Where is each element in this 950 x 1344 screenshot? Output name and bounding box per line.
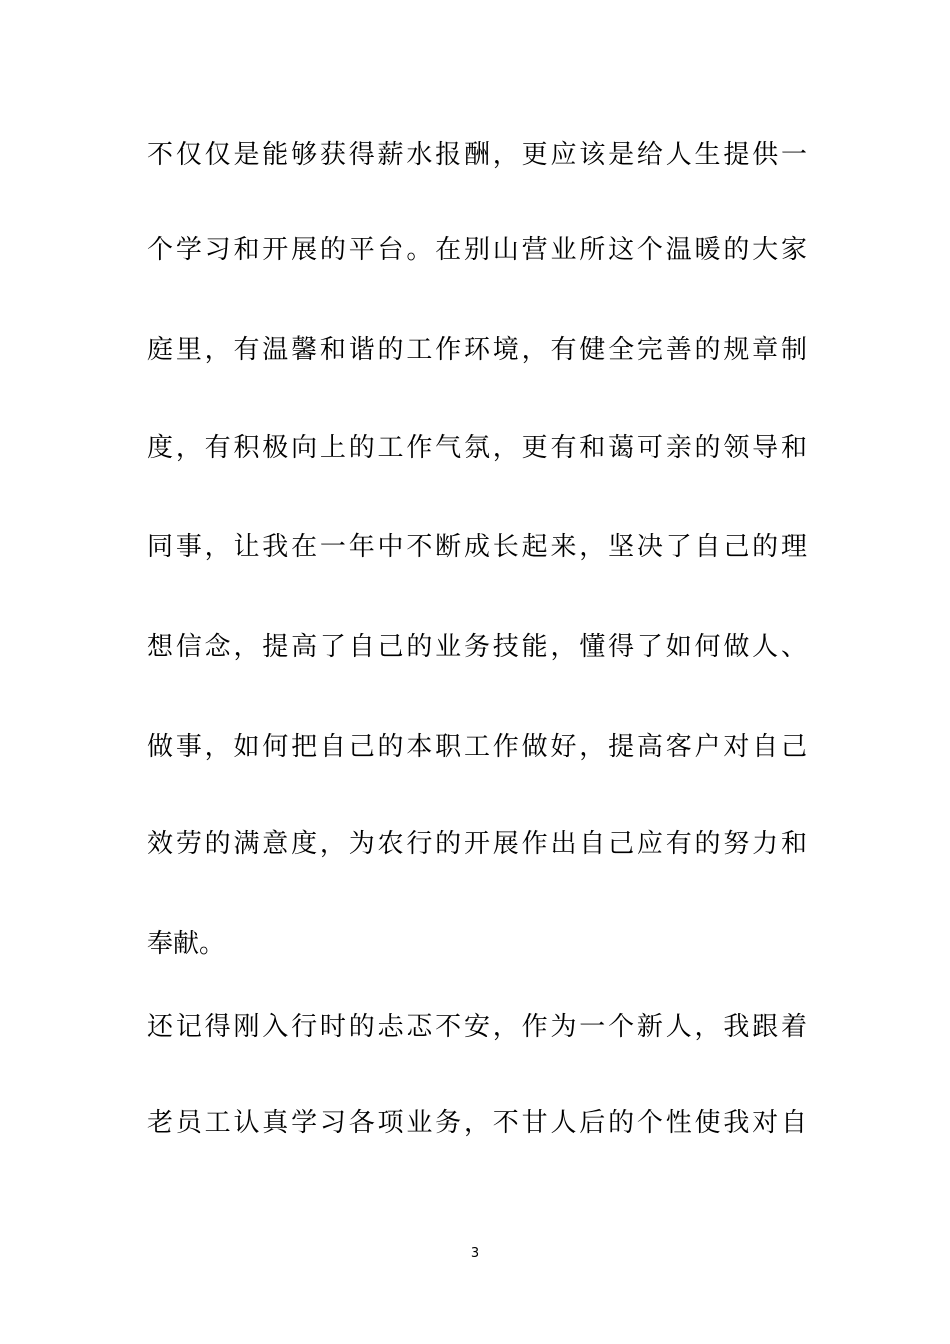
body-text-line: 个学习和开展的平台。在别山营业所这个温暖的大家	[147, 235, 807, 265]
body-text-line: 不仅仅是能够获得薪水报酬，更应该是给人生提供一	[147, 140, 807, 170]
body-text-line: 想信念，提高了自己的业务技能，懂得了如何做人、	[147, 632, 807, 662]
page-number: 3	[470, 1246, 480, 1261]
body-text-line: 还记得刚入行时的忐忑不安，作为一个新人，我跟着	[147, 1012, 807, 1042]
body-text-line: 同事，让我在一年中不断成长起来，坚决了自己的理	[147, 532, 807, 562]
body-text-line: 老员工认真学习各项业务，不甘人后的个性使我对自	[147, 1108, 807, 1138]
body-text-line: 效劳的满意度，为农行的开展作出自己应有的努力和	[147, 829, 807, 859]
body-text-line: 奉献。	[147, 929, 226, 959]
body-text-line: 庭里，有温馨和谐的工作环境，有健全完善的规章制	[147, 335, 807, 365]
body-text-line: 做事，如何把自己的本职工作做好，提高客户对自己	[147, 732, 807, 762]
body-text-line: 度，有积极向上的工作气氛，更有和蔼可亲的领导和	[147, 433, 807, 463]
